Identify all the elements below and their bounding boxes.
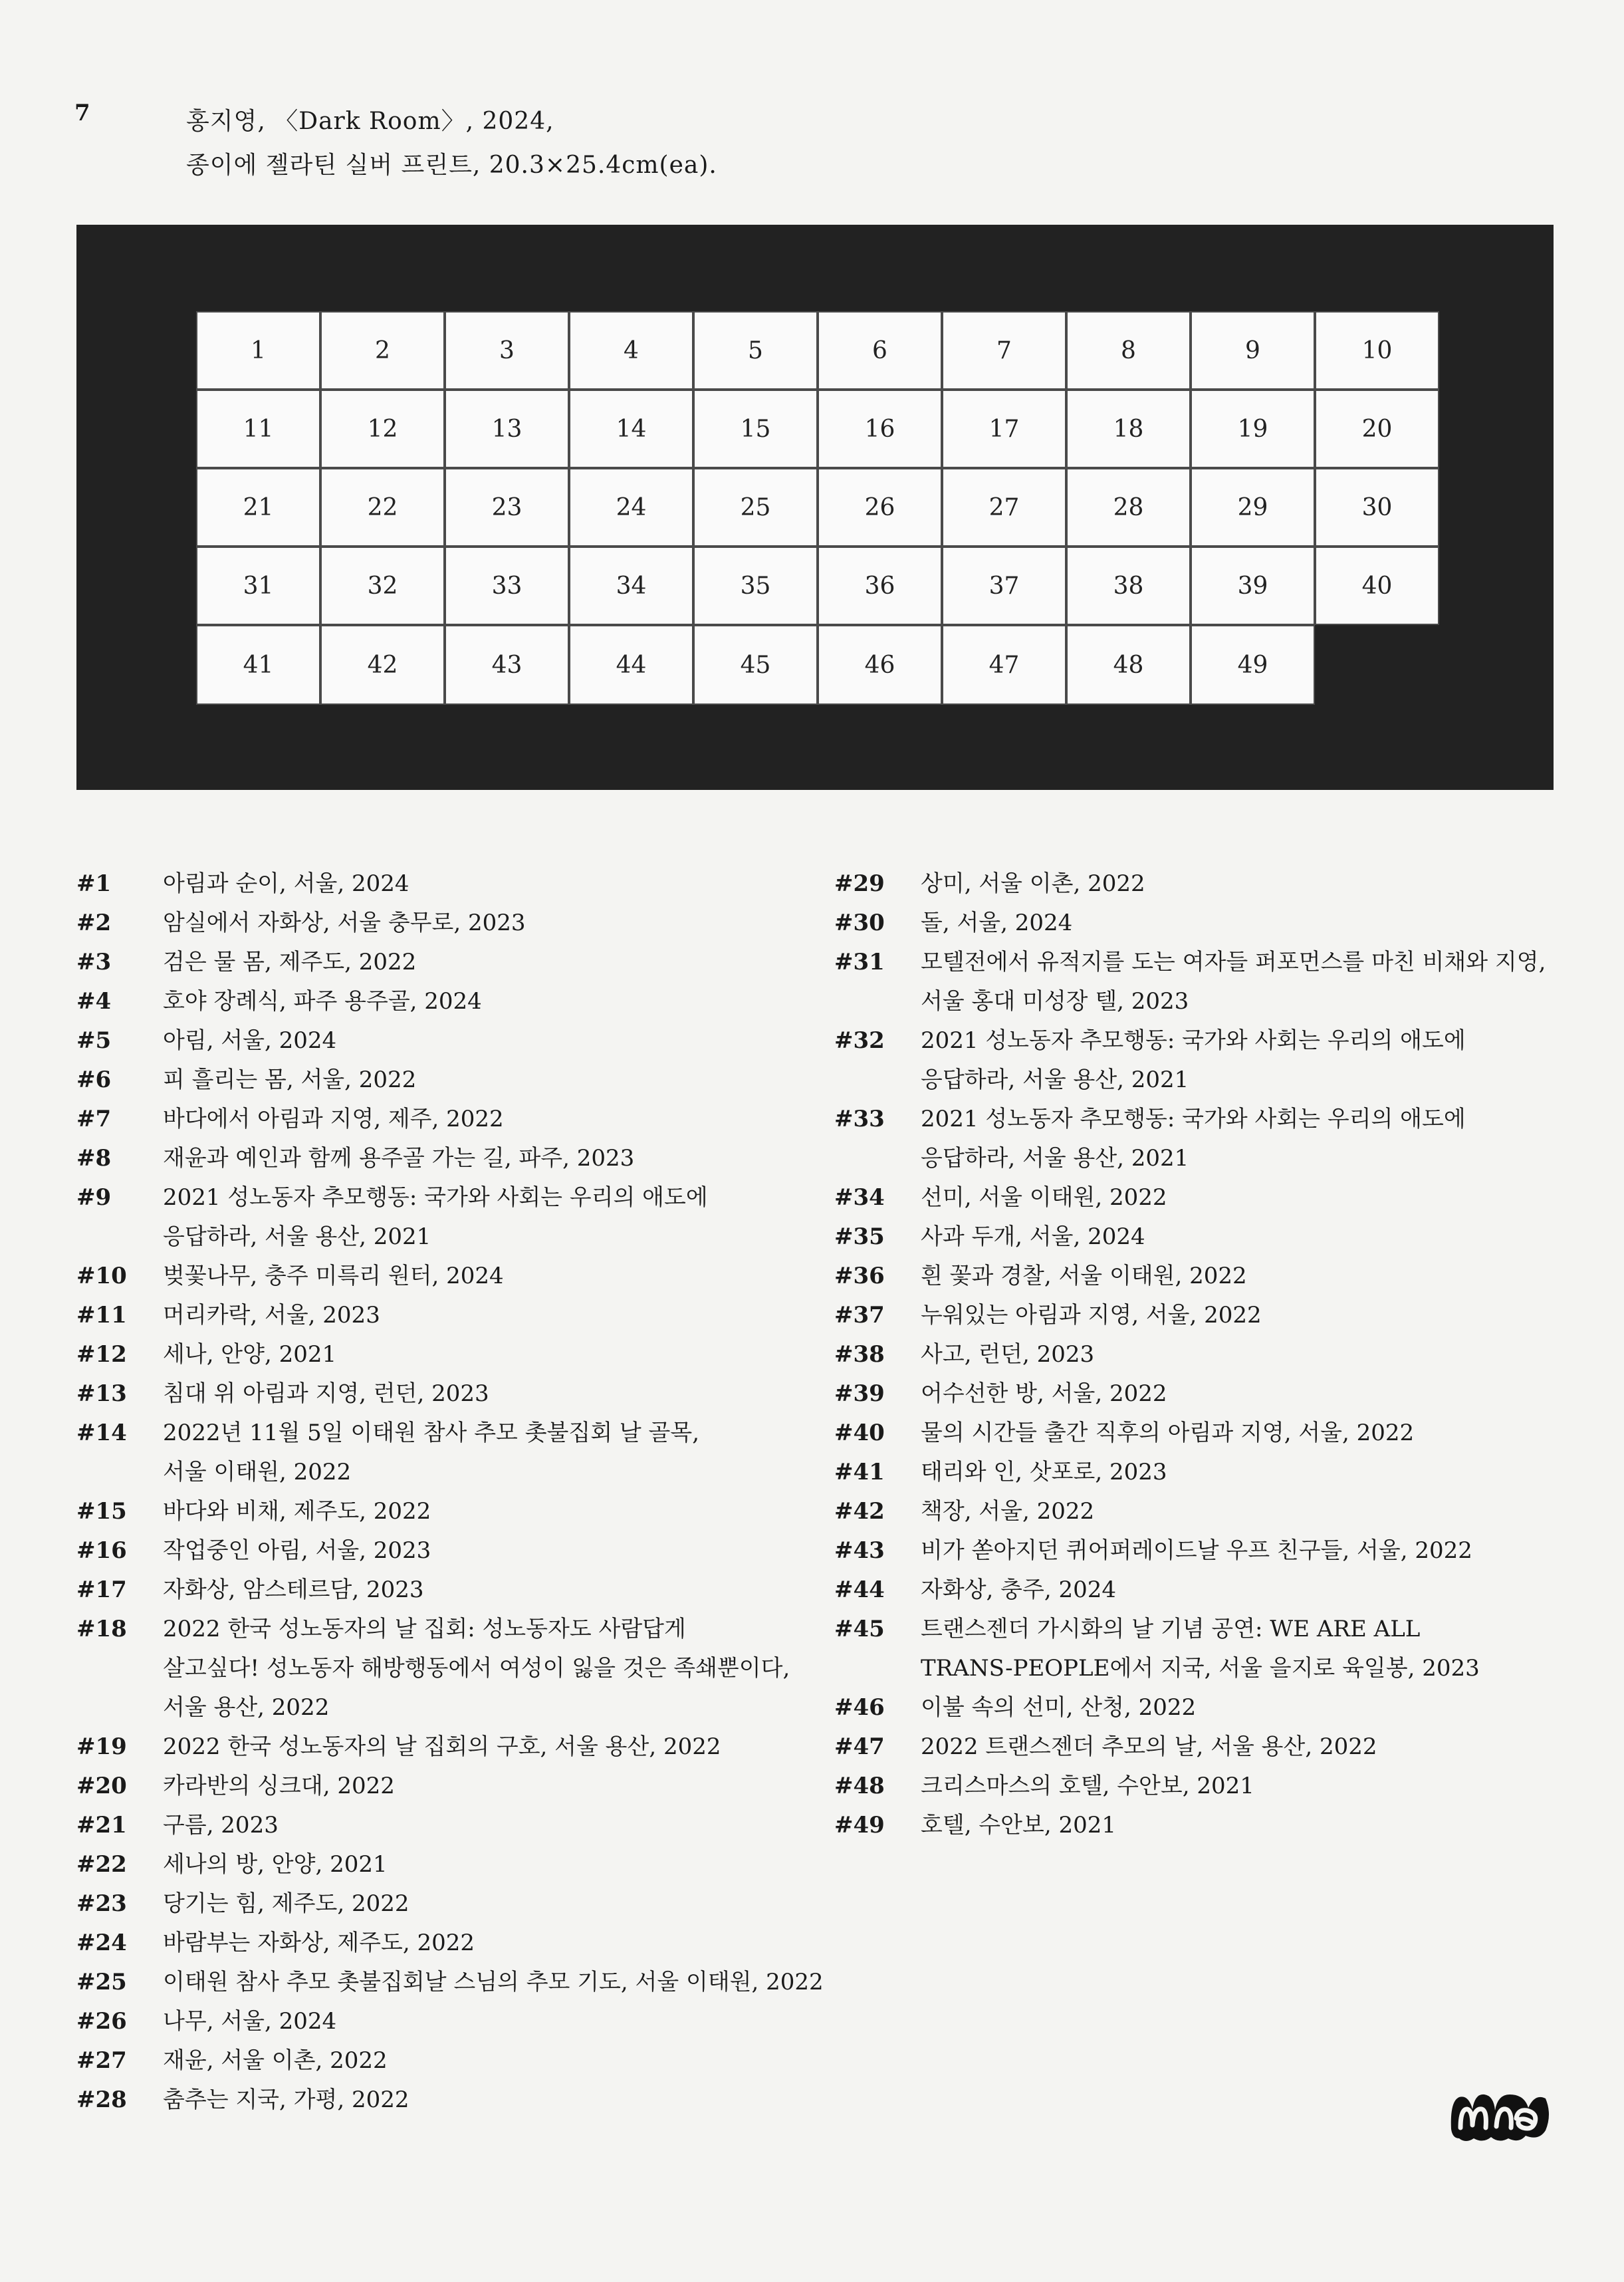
- caption-entry: [834, 1806, 1546, 1845]
- entry-text: 태리와 인, 삿포로, 2023: [921, 1459, 1167, 1485]
- grid-cell: 49: [1191, 625, 1315, 705]
- entry-number: #14: [76, 1420, 127, 1446]
- grid-cell: 27: [942, 468, 1066, 547]
- grid-cell: 22: [320, 468, 445, 547]
- entry-number: #5: [76, 1027, 112, 1054]
- grid-cell: 37: [942, 547, 1066, 625]
- entry-text: 바람부는 자화상, 제주도, 2022: [163, 1930, 475, 1956]
- entry-text: 카라반의 싱크대, 2022: [163, 1773, 395, 1799]
- entry-text: 책장, 서울, 2022: [921, 1498, 1095, 1525]
- grid-cell: 7: [942, 311, 1066, 390]
- grid-cell: 38: [1066, 547, 1191, 625]
- caption-entry: [834, 1217, 1546, 1257]
- caption-entry: [76, 1845, 824, 1884]
- entry-number: #40: [834, 1420, 885, 1446]
- grid-cell: 4: [569, 311, 693, 390]
- grid-cell: 25: [693, 468, 818, 547]
- caption-entry: [834, 1531, 1546, 1571]
- caption-entry: [76, 1531, 824, 1571]
- caption-entry: [76, 1806, 824, 1845]
- entry-text: 춤추는 지국, 가평, 2022: [163, 2087, 409, 2113]
- entry-number: #20: [76, 1773, 127, 1799]
- caption-entry: [834, 1374, 1546, 1414]
- entry-text: 흰 꽃과 경찰, 서울 이태원, 2022: [921, 1263, 1247, 1289]
- grid-cell: 28: [1066, 468, 1191, 547]
- grid-cell: 40: [1315, 547, 1439, 625]
- grid-cell: 10: [1315, 311, 1439, 390]
- entry-number: #1: [76, 870, 112, 897]
- entry-number: #15: [76, 1498, 127, 1525]
- caption-entry: [76, 1257, 824, 1296]
- entry-text: 당기는 힘, 제주도, 2022: [163, 1890, 409, 1917]
- entry-number: #43: [834, 1537, 885, 1564]
- entry-text: 구름, 2023: [163, 1812, 279, 1838]
- grid-cell: 35: [693, 547, 818, 625]
- grid-cell: 18: [1066, 390, 1191, 468]
- caption-entry: [834, 1414, 1546, 1453]
- grid-cell: 34: [569, 547, 693, 625]
- entry-text: 아림, 서울, 2024: [163, 1027, 337, 1054]
- entry-text: 사고, 런던, 2023: [921, 1341, 1095, 1368]
- grid-cell: 42: [320, 625, 445, 705]
- caption-entry: [834, 864, 1546, 904]
- grid-cell: 41: [196, 625, 320, 705]
- entry-text: 이불 속의 선미, 산청, 2022: [921, 1694, 1197, 1721]
- entry-number: #38: [834, 1341, 885, 1368]
- grid-cell: 26: [818, 468, 942, 547]
- grid-cell: 47: [942, 625, 1066, 705]
- entry-text: 응답하라, 서울 용산, 2021: [921, 1067, 1189, 1093]
- entry-text: 응답하라, 서울 용산, 2021: [163, 1223, 431, 1250]
- entry-text: 바다와 비채, 제주도, 2022: [163, 1498, 431, 1525]
- entry-number: #17: [76, 1577, 127, 1603]
- entry-text: 재윤과 예인과 함께 용주골 가는 길, 파주, 2023: [163, 1145, 635, 1172]
- entry-number: #22: [76, 1851, 127, 1878]
- entry-number: #44: [834, 1577, 885, 1603]
- caption-entry: [76, 1139, 824, 1178]
- entry-number: #9: [76, 1184, 112, 1211]
- grid-cell: 11: [196, 390, 320, 468]
- caption-entry: [76, 1727, 824, 1767]
- entry-number: #46: [834, 1694, 885, 1721]
- entry-text: 나무, 서울, 2024: [163, 2008, 337, 2035]
- caption-entry: [76, 1374, 824, 1414]
- entry-text: 서울 홍대 미성장 텔, 2023: [921, 988, 1189, 1015]
- entry-number: #45: [834, 1616, 885, 1642]
- entry-text: 아림과 순이, 서울, 2024: [163, 870, 409, 897]
- grid-cell: 12: [320, 390, 445, 468]
- caption-entry: [834, 1453, 1546, 1492]
- grid-cell: 33: [445, 547, 569, 625]
- entry-text: TRANS-PEOPLE에서 지국, 서울 을지로 육일봉, 2023: [921, 1655, 1480, 1682]
- entry-text: 침대 위 아림과 지영, 런던, 2023: [163, 1380, 489, 1407]
- grid-cell: 8: [1066, 311, 1191, 390]
- entry-text: 응답하라, 서울 용산, 2021: [921, 1145, 1189, 1172]
- entry-number: #41: [834, 1459, 885, 1485]
- grid-cell: 31: [196, 547, 320, 625]
- caption-entry: [76, 1492, 824, 1531]
- grid-cell: 30: [1315, 468, 1439, 547]
- entry-number: #25: [76, 1969, 127, 1995]
- entry-text: 호텔, 수안보, 2021: [921, 1812, 1116, 1838]
- entry-number: #24: [76, 1930, 127, 1956]
- entry-text: 피 흘리는 몸, 서울, 2022: [163, 1067, 417, 1093]
- caption-entry: [76, 1100, 824, 1139]
- entry-text: 어수선한 방, 서울, 2022: [921, 1380, 1167, 1407]
- entry-text: 크리스마스의 호텔, 수안보, 2021: [921, 1773, 1254, 1799]
- entry-text: 비가 쏟아지던 퀴어퍼레이드날 우프 친구들, 서울, 2022: [921, 1537, 1472, 1564]
- caption-entry: [76, 1571, 824, 1610]
- grid-cell: 19: [1191, 390, 1315, 468]
- entry-text: 2022 한국 성노동자의 날 집회: 성노동자도 사람답게: [163, 1616, 686, 1642]
- grid-cell: 16: [818, 390, 942, 468]
- entry-number: #19: [76, 1733, 127, 1760]
- entry-number: #30: [834, 910, 885, 936]
- page-number: 7: [74, 100, 90, 126]
- entry-number: #12: [76, 1341, 127, 1368]
- entry-text: 세나의 방, 안양, 2021: [163, 1851, 388, 1878]
- entry-text: 누워있는 아림과 지영, 서울, 2022: [921, 1302, 1262, 1329]
- entry-number: #49: [834, 1812, 885, 1838]
- entry-text: 검은 물 몸, 제주도, 2022: [163, 949, 417, 975]
- entry-text: 트랜스젠더 가시화의 날 기념 공연: WE ARE ALL: [921, 1616, 1421, 1642]
- entry-text: 자화상, 충주, 2024: [921, 1577, 1116, 1603]
- entry-text: 선미, 서울 이태원, 2022: [921, 1184, 1167, 1211]
- entry-number: #2: [76, 910, 112, 936]
- entry-text: 서울 이태원, 2022: [163, 1459, 352, 1485]
- caption-entry: [76, 1767, 824, 1806]
- grid-cell: 39: [1191, 547, 1315, 625]
- entry-text: 호야 장례식, 파주 용주골, 2024: [163, 988, 482, 1015]
- entry-text: 자화상, 암스테르담, 2023: [163, 1577, 424, 1603]
- entry-number: #10: [76, 1263, 127, 1289]
- caption-entry: [834, 1296, 1546, 1335]
- entry-text: 재윤, 서울 이촌, 2022: [163, 2047, 388, 2074]
- caption-entry: [76, 1178, 824, 1257]
- grid-cell: 9: [1191, 311, 1315, 390]
- caption-entry: [76, 1296, 824, 1335]
- caption-entry: [76, 1061, 824, 1100]
- dark-room-layout-panel: [76, 225, 1554, 790]
- grid-cell: 6: [818, 311, 942, 390]
- entry-text: 작업중인 아림, 서울, 2023: [163, 1537, 431, 1564]
- grid-cell: 43: [445, 625, 569, 705]
- grid-cell: 1: [196, 311, 320, 390]
- grid-cell: 24: [569, 468, 693, 547]
- grid-cell: 46: [818, 625, 942, 705]
- caption-line-1: 홍지영, 〈Dark Room〉, 2024,: [186, 108, 554, 135]
- artwork-caption: [186, 100, 717, 188]
- entry-text: 물의 시간들 출간 직후의 아림과 지영, 서울, 2022: [921, 1420, 1415, 1446]
- entry-number: #42: [834, 1498, 885, 1525]
- photo-grid: [196, 311, 1440, 705]
- entry-number: #29: [834, 870, 885, 897]
- entry-number: #6: [76, 1067, 112, 1093]
- caption-list-right: [834, 864, 1546, 1845]
- entry-number: #3: [76, 949, 112, 975]
- entry-text: 이태원 참사 추모 촛불집회날 스님의 추모 기도, 서울 이태원, 2022: [163, 1969, 824, 1995]
- grid-cell: 2: [320, 311, 445, 390]
- caption-entry: [834, 1610, 1546, 1688]
- caption-entry: [76, 982, 824, 1021]
- entry-text: 2022년 11월 5일 이태원 참사 추모 촛불집회 날 골목,: [163, 1420, 700, 1446]
- grid-cell: 29: [1191, 468, 1315, 547]
- caption-entry: [76, 2002, 824, 2041]
- caption-entry: [834, 1688, 1546, 1727]
- grid-cell: 15: [693, 390, 818, 468]
- grid-cell: 13: [445, 390, 569, 468]
- caption-entry: [76, 1335, 824, 1374]
- grid-cell: 36: [818, 547, 942, 625]
- caption-entry: [834, 1178, 1546, 1217]
- caption-entry: [834, 1492, 1546, 1531]
- entry-number: #28: [76, 2087, 127, 2113]
- caption-line-2: 종이에 젤라틴 실버 프린트, 20.3×25.4cm(ea).: [186, 152, 717, 179]
- caption-entry: [834, 904, 1546, 943]
- entry-text: 머리카락, 서울, 2023: [163, 1302, 380, 1329]
- entry-number: #13: [76, 1380, 127, 1407]
- caption-entry: [76, 1610, 824, 1727]
- entry-text: 세나, 안양, 2021: [163, 1341, 337, 1368]
- entry-number: #11: [76, 1302, 127, 1329]
- entry-number: #37: [834, 1302, 885, 1329]
- caption-entry: [76, 1924, 824, 1963]
- grid-cell: 17: [942, 390, 1066, 468]
- entry-number: #36: [834, 1263, 885, 1289]
- caption-entry: [834, 1100, 1546, 1178]
- entry-text: 2021 성노동자 추모행동: 국가와 사회는 우리의 애도에: [163, 1184, 708, 1211]
- entry-text: 모텔전에서 유적지를 도는 여자들 퍼포먼스를 마친 비채와 지영,: [921, 949, 1546, 975]
- caption-entry: [76, 904, 824, 943]
- entry-number: #21: [76, 1812, 127, 1838]
- caption-entry: [76, 2081, 824, 2120]
- caption-entry: [76, 1414, 824, 1492]
- entry-text: 살고싶다! 성노동자 해방행동에서 여성이 잃을 것은 족쇄뿐이다,: [163, 1655, 790, 1682]
- caption-entry: [834, 943, 1546, 1021]
- entry-text: 사과 두개, 서울, 2024: [921, 1223, 1145, 1250]
- entry-number: #32: [834, 1027, 885, 1054]
- entry-text: 벚꽃나무, 충주 미륵리 원터, 2024: [163, 1263, 504, 1289]
- entry-text: 서울 용산, 2022: [163, 1694, 330, 1721]
- entry-number: #47: [834, 1733, 885, 1760]
- grid-cell: 20: [1315, 390, 1439, 468]
- entry-text: 바다에서 아림과 지영, 제주, 2022: [163, 1106, 504, 1132]
- grid-cell: 48: [1066, 625, 1191, 705]
- entry-number: #35: [834, 1223, 885, 1250]
- grid-cell: 21: [196, 468, 320, 547]
- entry-number: #27: [76, 2047, 127, 2074]
- caption-entry: [76, 1884, 824, 1924]
- entry-number: #26: [76, 2008, 127, 2035]
- entry-number: #33: [834, 1106, 885, 1132]
- entry-number: #48: [834, 1773, 885, 1799]
- grid-cell: 5: [693, 311, 818, 390]
- caption-entry: [834, 1257, 1546, 1296]
- ma-logo-icon: [1446, 2075, 1552, 2148]
- entry-text: 2022 트랜스젠더 추모의 날, 서울 용산, 2022: [921, 1733, 1377, 1760]
- caption-entry: [834, 1021, 1546, 1100]
- entry-number: #18: [76, 1616, 127, 1642]
- entry-number: #34: [834, 1184, 885, 1211]
- entry-number: #4: [76, 988, 112, 1015]
- caption-entry: [76, 1021, 824, 1061]
- entry-number: #39: [834, 1380, 885, 1407]
- caption-entry: [76, 1963, 824, 2002]
- entry-number: #31: [834, 949, 885, 975]
- caption-entry: [834, 1571, 1546, 1610]
- caption-entry: [76, 943, 824, 982]
- grid-cell: 14: [569, 390, 693, 468]
- caption-entry: [834, 1767, 1546, 1806]
- caption-entry: [76, 864, 824, 904]
- grid-cell: 23: [445, 468, 569, 547]
- entry-text: 돌, 서울, 2024: [921, 910, 1073, 936]
- caption-entry: [834, 1727, 1546, 1767]
- grid-cell: 32: [320, 547, 445, 625]
- entry-text: 2021 성노동자 추모행동: 국가와 사회는 우리의 애도에: [921, 1106, 1466, 1132]
- grid-cell: 3: [445, 311, 569, 390]
- entry-number: #8: [76, 1145, 112, 1172]
- grid-cell: 44: [569, 625, 693, 705]
- entry-number: #7: [76, 1106, 112, 1132]
- caption-entry: [76, 2041, 824, 2081]
- caption-list-left: [76, 864, 824, 2120]
- entry-number: #16: [76, 1537, 127, 1564]
- entry-text: 2022 한국 성노동자의 날 집회의 구호, 서울 용산, 2022: [163, 1733, 721, 1760]
- grid-cell: 45: [693, 625, 818, 705]
- caption-entry: [834, 1335, 1546, 1374]
- entry-number: #23: [76, 1890, 127, 1917]
- entry-text: 상미, 서울 이촌, 2022: [921, 870, 1145, 897]
- entry-text: 2021 성노동자 추모행동: 국가와 사회는 우리의 애도에: [921, 1027, 1466, 1054]
- entry-text: 암실에서 자화상, 서울 충무로, 2023: [163, 910, 526, 936]
